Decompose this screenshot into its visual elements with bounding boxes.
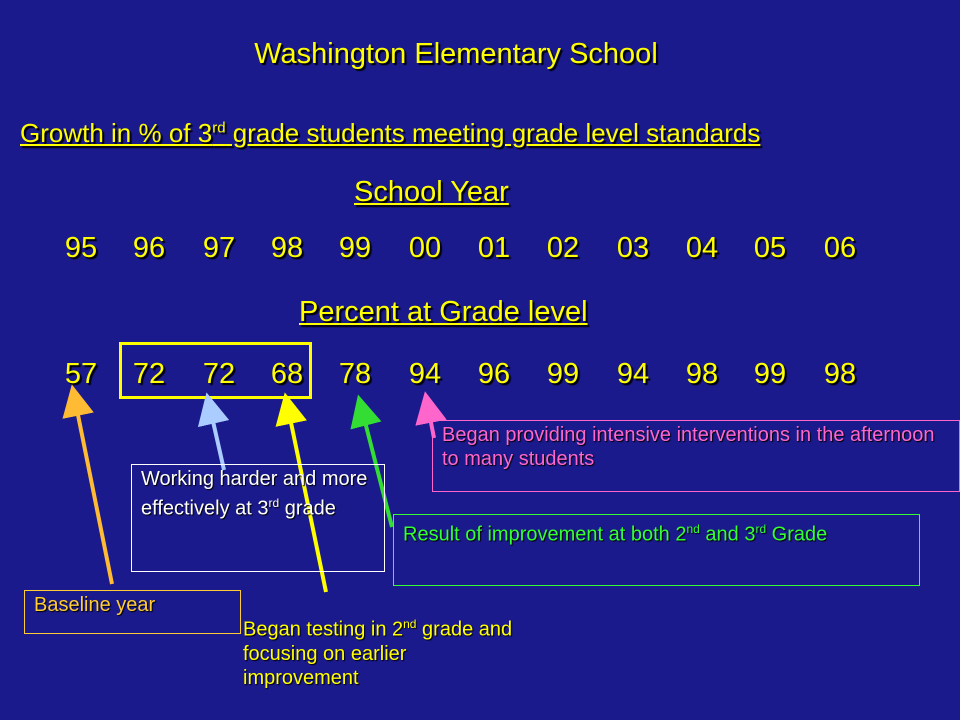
year-value: 02 xyxy=(546,232,580,264)
note-result-text-end: Grade xyxy=(766,523,828,546)
note-working-text-start: Working harder and more effectively at 3 xyxy=(141,468,368,520)
note-working-text-end: grade xyxy=(279,497,336,520)
note-testing-sup: nd xyxy=(403,617,417,631)
subtitle-text-start: Growth in % of 3 xyxy=(20,118,213,148)
note-testing-text-end: grade and focusing on earlier improvement xyxy=(243,618,513,689)
year-value: 06 xyxy=(823,232,857,264)
arrow-working-harder xyxy=(210,408,224,470)
note-interventions xyxy=(432,420,960,492)
note-working-harder xyxy=(131,464,385,572)
year-value: 98 xyxy=(270,232,304,264)
note-result-text-start: Result of improvement at both 2 xyxy=(403,523,687,546)
note-baseline-year xyxy=(24,590,241,634)
percent-value: 94 xyxy=(616,358,650,390)
note-baseline-text: Baseline year xyxy=(34,594,156,616)
year-value: 97 xyxy=(202,232,236,264)
year-value: 96 xyxy=(132,232,166,264)
year-value: 01 xyxy=(477,232,511,264)
year-value: 95 xyxy=(64,232,98,264)
note-result-text-mid: and 3 xyxy=(699,523,756,546)
percent-value: 94 xyxy=(408,358,442,390)
percent-value: 99 xyxy=(753,358,787,390)
arrow-baseline xyxy=(75,400,112,584)
percent-value: 68 xyxy=(270,358,304,390)
note-began-testing xyxy=(234,610,524,692)
percent-value: 78 xyxy=(338,358,372,390)
note-working-sup: rd xyxy=(268,496,280,510)
percent-value: 96 xyxy=(477,358,511,390)
school-year-header: School Year xyxy=(354,176,509,208)
percent-header: Percent at Grade level xyxy=(299,296,588,328)
note-result-improvement xyxy=(393,514,920,586)
subtitle-text-end: grade students meeting grade level standards xyxy=(225,118,761,148)
percent-value: 57 xyxy=(64,358,98,390)
note-interventions-text: Began providing intensive interventions in the afternoon to many students xyxy=(442,424,935,470)
year-value: 99 xyxy=(338,232,372,264)
note-result-sup-2: rd xyxy=(755,522,767,536)
note-result-sup-1: nd xyxy=(686,522,700,536)
percent-value: 99 xyxy=(546,358,580,390)
percent-value: 98 xyxy=(823,358,857,390)
slide-title: Washington Elementary School xyxy=(254,38,658,70)
year-value: 04 xyxy=(685,232,719,264)
year-value: 03 xyxy=(616,232,650,264)
note-testing-text-start: Began testing in 2 xyxy=(243,618,404,641)
subtitle-superscript: rd xyxy=(212,119,226,137)
year-value: 00 xyxy=(408,232,442,264)
percent-value: 72 xyxy=(202,358,236,390)
percent-value: 72 xyxy=(132,358,166,390)
year-value: 05 xyxy=(753,232,787,264)
percent-value: 98 xyxy=(685,358,719,390)
